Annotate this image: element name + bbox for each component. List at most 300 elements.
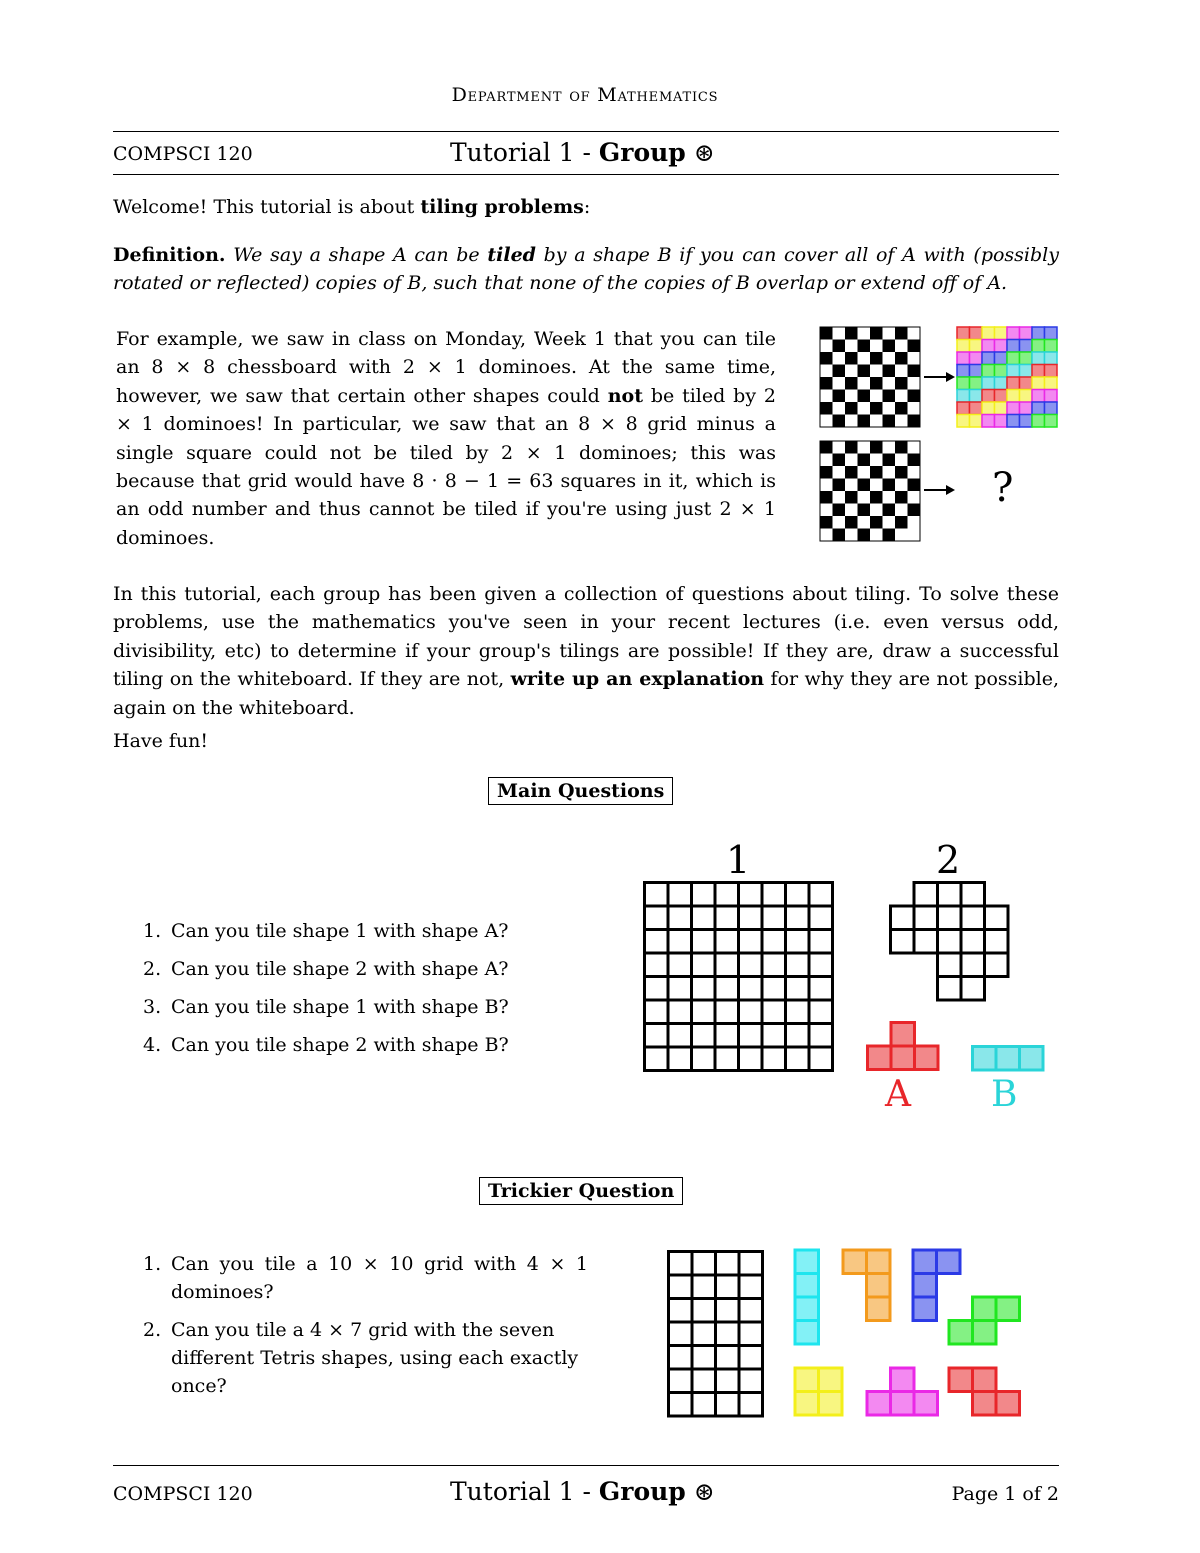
grid-cell [692, 1369, 716, 1393]
chess-square [820, 441, 833, 454]
grid-cell [739, 953, 763, 977]
footer-rule [113, 1465, 1059, 1466]
grid-cell [715, 906, 739, 930]
chess-square [820, 365, 833, 378]
tile-b-cell [973, 1047, 997, 1071]
chess-square [895, 352, 908, 365]
domino-cell [1032, 390, 1045, 403]
grid-cell [961, 883, 985, 907]
footer-group-label: Group [598, 1477, 686, 1506]
chess-square [833, 454, 846, 467]
chess-square [845, 390, 858, 403]
trickier-questions-list [113, 1250, 588, 1400]
chess-square [820, 516, 833, 529]
grid-4x7 [667, 1250, 763, 1417]
grid-cell [739, 1252, 763, 1276]
chess-square [908, 466, 921, 479]
domino-cell [1045, 340, 1058, 353]
grid-cell [669, 1275, 693, 1299]
grid-cell [809, 1000, 833, 1024]
page-number: Page 1 of 2 [951, 1483, 1059, 1505]
chess-square [820, 402, 833, 415]
tetris-cell [973, 1321, 997, 1345]
grid-cell [669, 1393, 693, 1417]
tetris-cell [996, 1297, 1020, 1321]
chess-square [833, 352, 846, 365]
chess-square [833, 377, 846, 390]
definition-label: Definition. [113, 244, 226, 266]
main-questions-title: Main Questions [488, 777, 673, 805]
domino-cell [995, 402, 1008, 415]
chess-square [845, 479, 858, 492]
grid-cell [938, 883, 962, 907]
chess-square [908, 415, 921, 428]
domino-cell [1007, 402, 1020, 415]
grid-cell [762, 1047, 786, 1071]
group-symbol-icon: ⊛ [693, 138, 715, 167]
chess-square [883, 491, 896, 504]
tetris-cell [795, 1321, 819, 1345]
domino-cell [982, 415, 995, 428]
domino-cell [995, 327, 1008, 340]
welcome-end: : [583, 196, 591, 218]
domino-cell [957, 402, 970, 415]
grid-cell [809, 953, 833, 977]
item-text: Can you tile shape 1 with shape B? [171, 996, 509, 1018]
chess-square [883, 352, 896, 365]
grid-cell [938, 906, 962, 930]
shape-b-tile [971, 1045, 1045, 1071]
chess-square [870, 352, 883, 365]
grid-cell [645, 977, 669, 1001]
grid-cell [739, 1024, 763, 1048]
chess-square [858, 340, 871, 353]
grid-cell [668, 1000, 692, 1024]
chess-square [895, 441, 908, 454]
domino-cell [1007, 390, 1020, 403]
grid-cell [891, 906, 915, 930]
chess-square [883, 415, 896, 428]
item-text: Can you tile shape 2 with shape B? [171, 1034, 509, 1056]
domino-cell [957, 365, 970, 378]
domino-cell [957, 352, 970, 365]
shape-2-grid [889, 881, 1009, 1001]
list-item [113, 1031, 593, 1059]
tetris-cell [949, 1321, 973, 1345]
chess-square [908, 516, 921, 529]
shape-a-label: A [885, 1074, 911, 1115]
tetris-cell [937, 1250, 961, 1274]
grid-cell [961, 977, 985, 1001]
header-rule-bottom [113, 174, 1059, 175]
chess-square [833, 516, 846, 529]
chess-square [820, 390, 833, 403]
chess-square [845, 504, 858, 517]
tetris-cell [843, 1250, 867, 1274]
grid-cell [739, 1299, 763, 1323]
grid-cell [692, 906, 716, 930]
item-number: 1. [143, 920, 162, 942]
chess-square [870, 365, 883, 378]
grid-cell [645, 1047, 669, 1071]
chess-square [895, 529, 908, 542]
domino-cell [970, 352, 983, 365]
chess-square [883, 479, 896, 492]
grid-cell [938, 977, 962, 1001]
chess-square [883, 327, 896, 340]
grid-cell [715, 1024, 739, 1048]
grid-cell [692, 1322, 716, 1346]
grid-cell [809, 930, 833, 954]
footer-tutorial-prefix: Tutorial 1 - [450, 1477, 599, 1506]
chess-square [908, 340, 921, 353]
tutorial-text-2: for why they are not possible, again on the whiteboard. [113, 668, 1060, 719]
chessboard-full [820, 327, 920, 427]
domino-cell [982, 402, 995, 415]
grid-cell [715, 1047, 739, 1071]
tile-a-cell [891, 1023, 915, 1047]
grid-cell [692, 1299, 716, 1323]
chess-square [883, 365, 896, 378]
chess-square [870, 441, 883, 454]
chess-square [895, 340, 908, 353]
chess-square [858, 516, 871, 529]
domino-cell [1007, 340, 1020, 353]
have-fun: Have fun! [113, 730, 209, 752]
grid-cell [938, 953, 962, 977]
chessboard-minus-one [820, 441, 920, 541]
domino-cell [1020, 402, 1033, 415]
example-bold: not [607, 384, 643, 407]
grid-cell [891, 930, 915, 954]
main-questions-heading [488, 777, 673, 805]
grid-cell [716, 1299, 740, 1323]
question-mark: ? [992, 465, 1014, 511]
shape-b-label: B [991, 1074, 1018, 1115]
shape-1-grid [643, 881, 833, 1071]
chess-square [820, 454, 833, 467]
grid-cell [645, 953, 669, 977]
domino-cell [995, 377, 1008, 390]
grid-cell [668, 883, 692, 907]
grid-cell [645, 1000, 669, 1024]
domino-cell [982, 377, 995, 390]
chess-square [858, 327, 871, 340]
grid-cell [645, 883, 669, 907]
tetris-cell [867, 1250, 891, 1274]
chess-square [820, 479, 833, 492]
domino-cell [995, 365, 1008, 378]
domino-cell [970, 377, 983, 390]
tetris-cell [973, 1297, 997, 1321]
grid-cell [762, 1024, 786, 1048]
chess-square [883, 390, 896, 403]
grid-cell [739, 906, 763, 930]
footer-course: COMPSCI 120 [113, 1483, 253, 1505]
tetris-cell [867, 1274, 891, 1298]
chess-square [845, 402, 858, 415]
domino-cell [995, 390, 1008, 403]
chess-square [858, 454, 871, 467]
chess-square [833, 466, 846, 479]
trickier-question-title: Trickier Question [479, 1177, 683, 1205]
domino-cell [1032, 377, 1045, 390]
chess-square [870, 390, 883, 403]
tutorial-paragraph [113, 580, 1059, 722]
grid-cell [692, 1000, 716, 1024]
chess-square [858, 504, 871, 517]
chess-square [858, 377, 871, 390]
chess-square [833, 340, 846, 353]
grid-cell [668, 953, 692, 977]
shape-2-label: 2 [936, 838, 961, 882]
tetris-cell [795, 1368, 819, 1392]
chess-square [833, 491, 846, 504]
chess-square [908, 327, 921, 340]
grid-cell [786, 953, 810, 977]
domino-cell [970, 340, 983, 353]
domino-cell [1032, 365, 1045, 378]
domino-cell [1020, 415, 1033, 428]
tetris-cell [996, 1392, 1020, 1416]
tetris-cell [819, 1368, 843, 1392]
domino-cell [1045, 352, 1058, 365]
grid-cell [739, 1322, 763, 1346]
domino-cell [1045, 415, 1058, 428]
chess-square [820, 327, 833, 340]
domino-cell [970, 415, 983, 428]
grid-cell [739, 1047, 763, 1071]
chess-square [858, 529, 871, 542]
domino-cell [970, 365, 983, 378]
chess-square [895, 466, 908, 479]
example-paragraph [116, 325, 776, 552]
chess-square [820, 340, 833, 353]
grid-cell [914, 930, 938, 954]
list-item [113, 993, 593, 1021]
chess-square [895, 365, 908, 378]
grid-cell [985, 906, 1009, 930]
chess-square [845, 454, 858, 467]
welcome-text: Welcome! This tutorial is about [113, 196, 421, 218]
grid-cell [739, 1393, 763, 1417]
chess-square [895, 516, 908, 529]
grid-cell [668, 930, 692, 954]
chess-square [845, 415, 858, 428]
chess-square [908, 390, 921, 403]
grid-cell [692, 1047, 716, 1071]
grid-cell [668, 906, 692, 930]
grid-cell [809, 883, 833, 907]
tetris-cell [891, 1368, 915, 1392]
domino-cell [995, 352, 1008, 365]
chess-square [870, 327, 883, 340]
group-symbol-icon: ⊛ [693, 1477, 715, 1506]
chess-square [883, 402, 896, 415]
chess-square [858, 441, 871, 454]
chess-square [870, 454, 883, 467]
arrow-right-icon [924, 484, 956, 496]
domino-cell [1020, 365, 1033, 378]
domino-cell [1007, 365, 1020, 378]
chess-square [895, 454, 908, 467]
item-number: 4. [143, 1034, 162, 1056]
arrow-right-icon [924, 371, 956, 383]
domino-cell [1020, 390, 1033, 403]
header-tutorial-prefix: Tutorial 1 - [450, 138, 599, 167]
grid-cell [739, 930, 763, 954]
chess-square [820, 415, 833, 428]
grid-cell [692, 1024, 716, 1048]
header-course: COMPSCI 120 [113, 143, 253, 165]
definition-paragraph [113, 241, 1059, 298]
grid-cell [786, 930, 810, 954]
domino-cell [1045, 365, 1058, 378]
chess-square [895, 377, 908, 390]
chess-square [833, 504, 846, 517]
domino-cell [1020, 352, 1033, 365]
list-item [113, 955, 593, 983]
grid-cell [668, 1024, 692, 1048]
grid-cell [985, 953, 1009, 977]
chess-square [858, 415, 871, 428]
chess-square [833, 415, 846, 428]
chess-square [870, 504, 883, 517]
chess-square [883, 466, 896, 479]
grid-cell [692, 1346, 716, 1370]
domino-tiling [957, 327, 1057, 427]
chess-square [833, 529, 846, 542]
domino-cell [1020, 377, 1033, 390]
chess-square [845, 441, 858, 454]
domino-cell [1045, 327, 1058, 340]
tetris-cell [819, 1392, 843, 1416]
grid-cell [786, 977, 810, 1001]
domino-cell [957, 390, 970, 403]
domino-cell [1045, 402, 1058, 415]
tetris-cell [867, 1297, 891, 1321]
shape-1-label: 1 [726, 838, 751, 882]
grid-cell [786, 1047, 810, 1071]
tetris-cell [913, 1274, 937, 1298]
domino-cell [1032, 352, 1045, 365]
list-item [113, 917, 593, 945]
grid-cell [985, 930, 1009, 954]
chess-square [833, 365, 846, 378]
grid-cell [961, 930, 985, 954]
grid-cell [715, 883, 739, 907]
list-item [113, 1250, 588, 1306]
tutorial-bold: write up an explanation [510, 668, 765, 691]
grid-cell [715, 977, 739, 1001]
domino-cell [1032, 327, 1045, 340]
chess-square [858, 352, 871, 365]
domino-cell [970, 390, 983, 403]
welcome-line [113, 193, 1059, 221]
chess-square [870, 340, 883, 353]
chess-square [883, 516, 896, 529]
chess-square [908, 491, 921, 504]
item-number: 3. [143, 996, 162, 1018]
chess-square [820, 352, 833, 365]
item-text: Can you tile shape 2 with shape A? [171, 958, 509, 980]
grid-cell [762, 953, 786, 977]
domino-cell [982, 365, 995, 378]
grid-cell [762, 1000, 786, 1024]
chess-square [858, 491, 871, 504]
grid-cell [914, 883, 938, 907]
grid-cell [809, 1024, 833, 1048]
domino-cell [1032, 340, 1045, 353]
chess-square [845, 466, 858, 479]
chess-square [820, 491, 833, 504]
tetris-cell [913, 1250, 937, 1274]
grid-cell [715, 930, 739, 954]
grid-cell [669, 1346, 693, 1370]
chess-square [833, 402, 846, 415]
grid-cell [762, 883, 786, 907]
header-group-label: Group [598, 138, 686, 167]
chess-square [895, 327, 908, 340]
grid-cell [914, 906, 938, 930]
grid-cell [739, 1369, 763, 1393]
chess-square [883, 529, 896, 542]
chess-square [883, 441, 896, 454]
domino-cell [970, 402, 983, 415]
grid-cell [669, 1299, 693, 1323]
grid-cell [692, 1252, 716, 1276]
chess-square [870, 479, 883, 492]
grid-cell [739, 1000, 763, 1024]
example-text-1: For example, we saw in class on Monday, Week 1 that you can tile an 8 × 8 chessboard with 2 × 1 dominoes. At the same time, however, we saw that certain other shapes could [116, 328, 776, 407]
tile-b-cell [996, 1047, 1020, 1071]
tetris-cell [973, 1392, 997, 1416]
grid-cell [645, 930, 669, 954]
grid-cell [809, 977, 833, 1001]
header-rule-top [113, 131, 1059, 132]
grid-cell [716, 1393, 740, 1417]
chess-square [908, 441, 921, 454]
shape-a-tile [866, 1021, 938, 1071]
grid-cell [669, 1369, 693, 1393]
grid-cell [692, 883, 716, 907]
tile-a-cell [868, 1046, 892, 1070]
grid-cell [645, 1024, 669, 1048]
domino-cell [982, 340, 995, 353]
item-number: 1. [143, 1253, 162, 1275]
domino-cell [1007, 352, 1020, 365]
chess-square [845, 365, 858, 378]
grid-cell [645, 906, 669, 930]
header-tutorial-title [450, 138, 715, 167]
grid-cell [762, 906, 786, 930]
item-text: Can you tile a 4 × 7 grid with the seven different Tetris shapes, using each exactly once? [171, 1319, 579, 1397]
chess-square [883, 454, 896, 467]
tetris-cell [867, 1392, 891, 1416]
grid-cell [715, 1000, 739, 1024]
chess-square [845, 377, 858, 390]
grid-cell [668, 977, 692, 1001]
grid-cell [692, 930, 716, 954]
grid-cell [716, 1252, 740, 1276]
grid-cell [692, 977, 716, 1001]
chess-square [908, 504, 921, 517]
chess-square [908, 454, 921, 467]
department-title: Department of Mathematics [451, 84, 719, 106]
grid-cell [762, 930, 786, 954]
chess-square [908, 479, 921, 492]
domino-cell [1007, 415, 1020, 428]
